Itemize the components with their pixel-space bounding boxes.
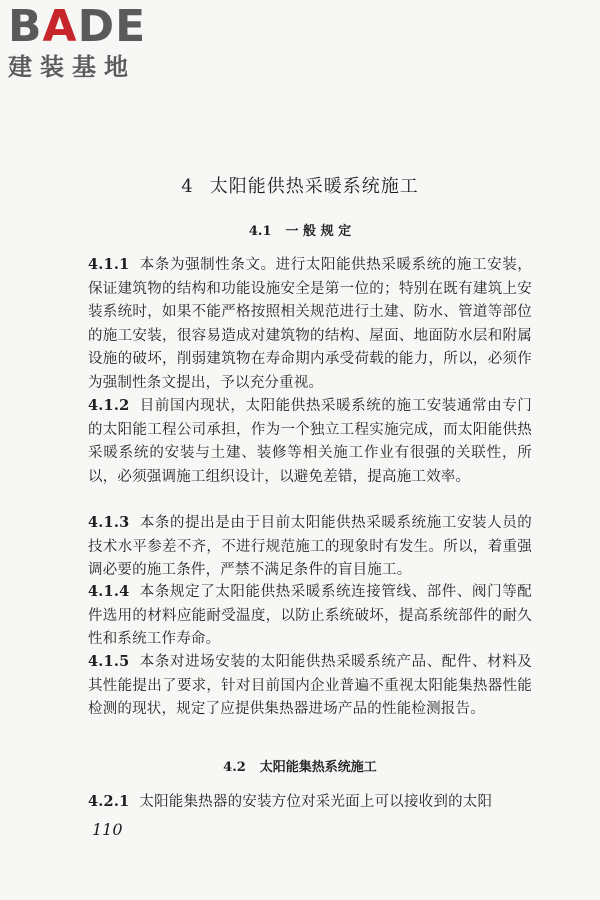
section-heading xyxy=(0,220,600,239)
clause-paragraph xyxy=(88,650,532,722)
page-number: 110 xyxy=(92,820,123,839)
clause-number: 4.1.1 xyxy=(88,256,130,273)
clause-text: 本条为强制性条文。进行太阳能供热采暖系统的施工安装，保证建筑物的结构和功能设施安全是第一位的；特别在既有建筑上安装系统时，如果不能严格按照相关规范进行土建、防水、管道等部位的施工安装，很容易造成对建筑物的结构、屋面、地面防水层和附属设施的破坏，削弱建筑物在寿命期内承受荷载的能力，所以，必须作为强制性条文提出，予以充分重视。 xyxy=(88,257,532,391)
section-title: 一 般 规 定 xyxy=(285,224,352,239)
section-number: 4.1 xyxy=(248,224,272,239)
clause-paragraph xyxy=(88,253,532,395)
clause-number: 4.1.5 xyxy=(88,653,130,670)
clause-paragraph xyxy=(88,790,532,815)
clause-text: 本条对进场安装的太阳能供热采暖系统产品、配件、材料及其性能提出了要求，针对目前国内企业普遍不重视太阳能集热器性能检测的现状，规定了应提供集热器进场产品的性能检测报告。 xyxy=(88,654,532,717)
clause-number: 4.1.4 xyxy=(88,583,130,600)
brand-logo xyxy=(8,1,178,82)
clause-text: 太阳能集热器的安装方位对采光面上可以接收到的太阳 xyxy=(139,794,493,810)
section-number: 4.2 xyxy=(223,760,246,775)
clause-paragraph xyxy=(88,580,532,652)
clause-text: 本条的提出是由于目前太阳能供热采暖系统施工安装人员的技术水平参差不齐，不进行规范施工的现象时有发生。所以，着重强调必要的施工条件，严禁不满足条件的盲目施工。 xyxy=(88,515,532,578)
section-title: 太阳能集热系统施工 xyxy=(259,760,377,775)
chapter-title: 太阳能供热采暖系统施工 xyxy=(209,176,419,197)
chapter-number: 4 xyxy=(181,176,194,197)
clause-number: 4.1.3 xyxy=(88,514,130,531)
logo-wordmark: BADE xyxy=(8,1,147,52)
chapter-heading xyxy=(0,172,600,198)
clause-number: 4.1.2 xyxy=(88,397,130,414)
clause-paragraph xyxy=(88,511,532,583)
logo-subtitle: 建装基地 xyxy=(8,53,136,81)
clause-number: 4.2.1 xyxy=(88,793,130,810)
clause-text: 目前国内现状，太阳能供热采暖系统的施工安装通常由专门的太阳能工程公司承担，作为一个独立工程实施完成，而太阳能供热采暖系统的安装与土建、装修等相关施工作业有很强的关联性，所以，必须强调施工组织设计，以避免差错，提高施工效率。 xyxy=(88,398,532,485)
clause-paragraph xyxy=(88,394,532,489)
clause-text: 本条规定了太阳能供热采暖系统连接管线、部件、阀门等配件选用的材料应能耐受温度，以防止系统破坏，提高系统部件的耐久性和系统工作寿命。 xyxy=(88,584,532,647)
section-heading xyxy=(0,756,600,775)
